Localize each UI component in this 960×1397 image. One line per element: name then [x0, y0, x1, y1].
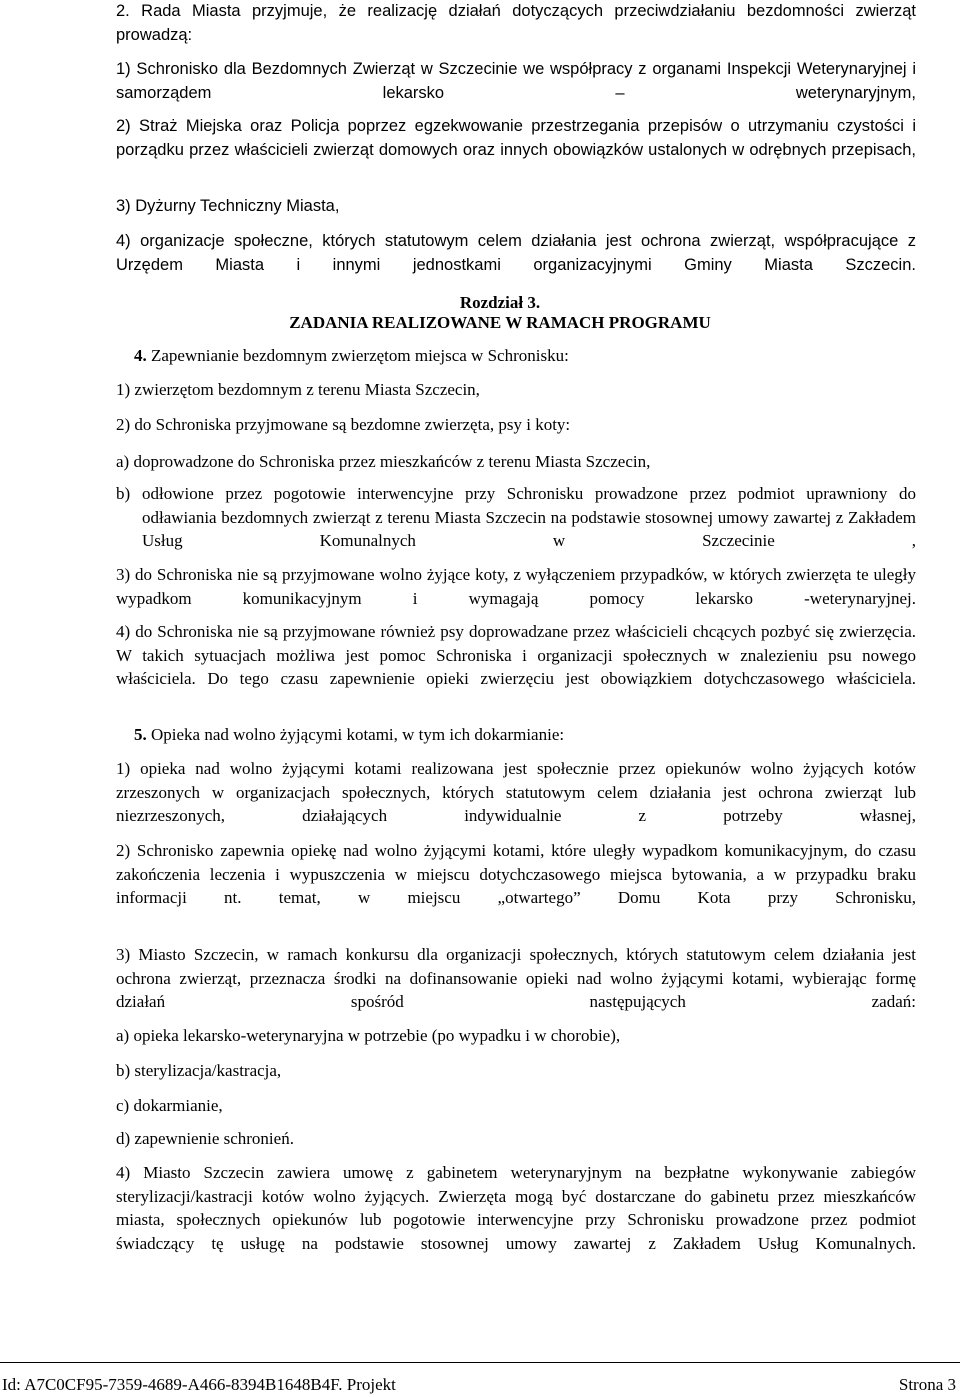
par5-item-1: 1) opieka nad wolno żyjącymi kotami realizowana jest społecznie przez opiekunów wolno żyjących kotów zrzeszonych w organizacjach społecznych, których statutowym celem działania jest ochrona zwierząt lub niezrzeszonych, działających indywidualnie z potrzeby własnej,: [116, 759, 916, 825]
list-item-2: 2) Straż Miejska oraz Policja poprzez egzekwowanie przestrzegania przepisów o utrzymaniu czystości i porządku przez właścicieli zwierząt domowych oraz innych obowiązków ustalonych w odrębnych przepisach,: [116, 117, 916, 159]
par4-item-2b-label: b): [116, 484, 131, 503]
par4-item-3: 3) do Schroniska nie są przyjmowane wolno żyjące koty, z wyłączeniem przypadków, w których zwierzęta te uległy wypadkom komunikacyjnym i wymagają pomocy lekarsko -weterynaryjnej.: [116, 565, 916, 608]
page-footer: [0, 1362, 960, 1392]
paragraph-2-intro: 2. Rada Miasta przyjmuje, że realizację działań dotyczących przeciwdziałaniu bezdomności zwierząt prowadzą:: [116, 2, 916, 44]
paragraph-4-number: 4.: [134, 346, 147, 365]
par4-item-2b: odłowione przez pogotowie interwencyjne przy Schronisku prowadzone przez podmiot uprawniony do odławiania bezdomnych zwierząt z terenu Miasta Szczecin na podstawie stosownej umowy zawartej z Zakładem Usług Komunalnych w Szczecinie ,: [142, 484, 916, 550]
par4-item-2a: a) doprowadzone do Schroniska przez mieszkańców z terenu Miasta Szczecin,: [116, 452, 651, 471]
paragraph-5-lead-line: [116, 723, 916, 747]
chapter-subtitle: ZADANIA REALIZOWANE W RAMACH PROGRAMU: [289, 313, 711, 332]
page-number: Strona 3: [898, 1375, 956, 1394]
par5-item-2: 2) Schronisko zapewnia opiekę nad wolno żyjącymi kotami, które uległy wypadkom komunikacyjnym, do czasu zakończenia leczenia i wypuszczenia w miejscu dotychczasowego miejsca bytowania, a w przypadku braku informacji nt. temat, w miejscu „otwartego” Domu Kota przy Schronisku,: [116, 841, 916, 907]
par5-item-3c: c) dokarmianie,: [116, 1096, 223, 1115]
par4-item-1: 1) zwierzętom bezdomnym z terenu Miasta Szczecin,: [116, 380, 480, 399]
list-item-4: 4) organizacje społeczne, których statutowym celem działania jest ochrona zwierząt, współpracujące z Urzędem Miasta i innymi jednostkami organizacyjnymi Gminy Miasta Szczecin.: [116, 232, 916, 274]
par5-item-3b: b) sterylizacja/kastracja,: [116, 1061, 282, 1080]
list-item-1: 1) Schronisko dla Bezdomnych Zwierząt w Szczecinie we współpracy z organami Inspekcji Weterynaryjnej i samorządem lekarsko – weterynaryjnym,: [116, 60, 916, 102]
par5-item-3d: d) zapewnienie schronień.: [116, 1129, 294, 1148]
paragraph-5-lead: Opieka nad wolno żyjącymi kotami, w tym ich dokarmianie:: [151, 725, 565, 744]
par5-item-3a: a) opieka lekarsko-weterynaryjna w potrzebie (po wypadku i w chorobie),: [116, 1026, 621, 1045]
par4-item-4: 4) do Schroniska nie są przyjmowane również psy doprowadzane przez właścicieli chcących pozbyć się zwierzęcia. W takich sytuacjach możliwa jest pomoc Schroniska i organizacji społecznych w znalezieniu psu nowego właściciela. Do tego czasu zapewnienie opieki zwierzęciu jest obowiązkiem dotychczasowego właściciela.: [116, 622, 916, 688]
chapter-title: Rozdział 3.: [459, 293, 541, 312]
paragraph-4-lead-line: [116, 344, 916, 368]
paragraph-4-lead: Zapewnianie bezdomnym zwierzętom miejsca w Schronisku:: [151, 346, 569, 365]
par4-item-2: 2) do Schroniska przyjmowane są bezdomne zwierzęta, psy i koty:: [116, 415, 571, 434]
par5-item-4: 4) Miasto Szczecin zawiera umowę z gabinetem weterynaryjnym na bezpłatne wykonywanie zabiegów sterylizacji/kastracji kotów wolno żyjących. Zwierzęta mogą być dostarczane do gabinetu przez mieszkańców miasta, społecznych opiekunów lub pogotowie interwencyjne przy Schronisku prowadzone przez podmiot świadczący tę usługę na podstawie stosownej umowy zawartej z Zakładem Usług Komunalnych.: [116, 1163, 916, 1253]
paragraph-5-number: 5.: [134, 725, 147, 744]
list-item-3: 3) Dyżurny Techniczny Miasta,: [116, 197, 340, 215]
par5-item-3: 3) Miasto Szczecin, w ramach konkursu dla organizacji społecznych, których statutowym celem działania jest ochrona zwierząt, przeznacza środki na dofinansowanie opieki nad wolno żyjącymi kotami, wybierając formę działań spośród następujących zadań:: [116, 945, 916, 1011]
document-id: Id: A7C0CF95-7359-4689-A466-8394B1648B4F. Projekt: [2, 1375, 396, 1394]
